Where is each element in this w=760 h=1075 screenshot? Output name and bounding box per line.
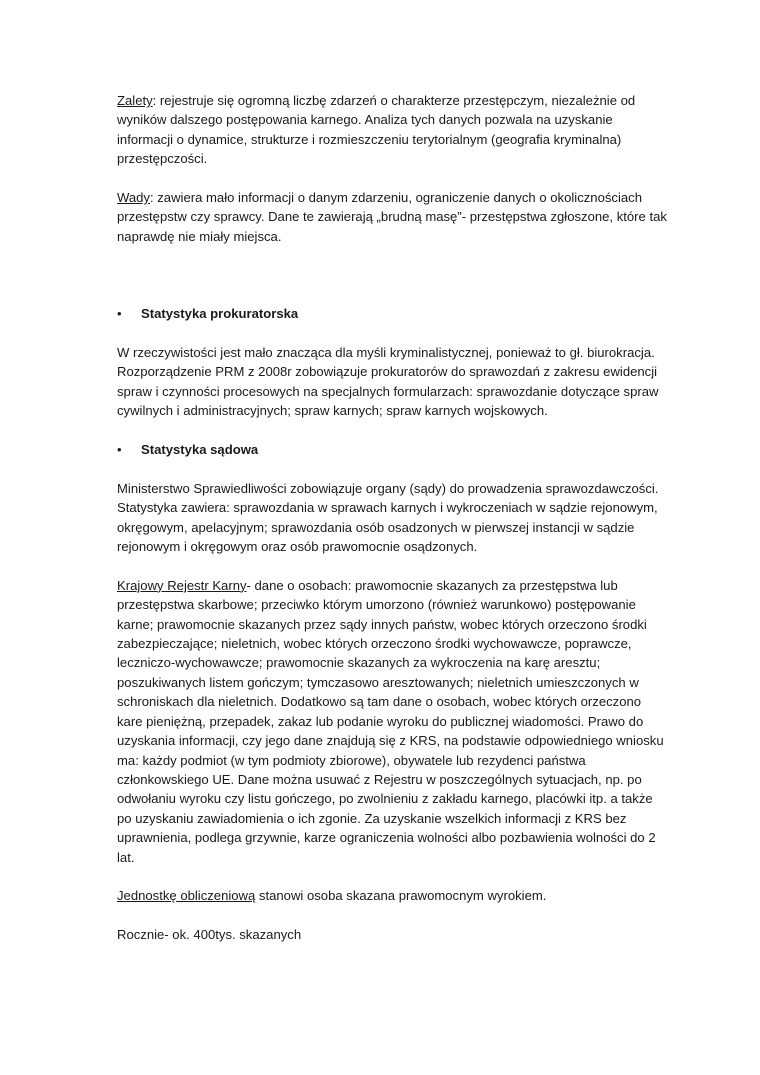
- bullet-icon: •: [117, 306, 122, 322]
- jednostka-paragraph: [117, 886, 670, 905]
- jednostka-label: Jednostkę obliczeniową: [117, 888, 256, 904]
- rocznie-paragraph: Rocznie- ok. 400tys. skazanych: [117, 927, 302, 943]
- sadowa-heading: Statystyka sądowa: [141, 442, 259, 458]
- krk-paragraph: [117, 576, 670, 867]
- bullet-icon: •: [117, 442, 122, 458]
- sadowa-paragraph: Ministerstwo Sprawiedliwości zobowiązuje organy (sądy) do prowadzenia sprawozdawczości. Statystyka zawiera: sprawozdania w sprawach karnych i wykroczeniach w sądzie rejonowym, okręgowym, apelacyjnym; sprawozdania osób osadzonych w pierwszej instancji w sądzie rejonowym i okręgowym oraz osób prawomocnie osądzonych.: [117, 480, 659, 555]
- heading-statystyka-prokuratorska: [117, 304, 670, 323]
- wady-text: : zawiera mało informacji o danym zdarzeniu, ograniczenie danych o okolicznościach przestępstw czy sprawcy. Dane te zawierają „brudną masę”- przestępstwa zgłoszone, które tak naprawdę nie miały miejsca.: [117, 190, 667, 244]
- heading-statystyka-sadowa: [117, 440, 670, 459]
- jednostka-text: stanowi osoba skazana prawomocnym wyrokiem.: [255, 888, 547, 904]
- zalety-text: : rejestruje się ogromną liczbę zdarzeń o charakterze przestępczym, niezależnie od wyników dalszego postępowania karnego. Analiza tych danych pozwala na uzyskanie informacji o dynamice, strukturze i rozmieszczeniu terytorialnym (geografia kryminalna) przestępczości.: [117, 93, 636, 167]
- prokuratorska-paragraph: W rzeczywistości jest mało znacząca dla myśli kryminalistycznej, ponieważ to gł. biurokracja. Rozporządzenie PRM z 2008r zobowiązuje prokuratorów do sprawozdań z zakresu ewidencji spraw i czynności procesowych na specjalnych formularzach: sprawozdanie dotyczące spraw cywilnych i administracyjnych; spraw karnych; spraw karnych wojskowych.: [117, 345, 659, 419]
- zalety-paragraph: [117, 91, 670, 169]
- wady-paragraph: [117, 188, 670, 246]
- krk-label: Krajowy Rejestr Karny: [117, 577, 247, 593]
- prokuratorska-heading: Statystyka prokuratorska: [141, 306, 299, 322]
- krk-text: - dane o osobach: prawomocnie skazanych za przestępstwa lub przestępstwa skarbowe; przeciwko którym umorzono (również warunkowo) postępowanie karne; prawomocnie skazanych przez sądy innych państw, wobec których orzeczono środki zabezpieczające; nieletnich, wobec których orzeczono środki wychowawcze, poprawcze, leczniczo-wychowawcze; prawomocnie skazanych za wykroczenia na karę aresztu; poszukiwanych listem gończym; tymczasowo aresztowanych; nieletnich umieszczonych w schroniskach dla nieletnich. Dodatkowo są tam dane o osobach, wobec których orzeczono kare pieniężną, przepadek, zakaz lub podanie wyroku do publicznej wiadomości. Prawo do uzyskania informacji, czy jego dane znajdują się z KRS, na podstawie odpowiedniego wniosku ma: każdy podmiot (w tym podmioty zbiorowe), obywatele lub rezydenci państwa członkowskiego UE. Dane można usuwać z Rejestru w poszczególnych sytuacjach, np. po odwołaniu wyroku czy listu gończego, po zwolnieniu z zakładu karnego, placówki itp. a także po uzyskaniu zawiadomienia o ich zgonie. Za uzyskanie wszelkich informacji z KRS bez uprawnienia, podlega grzywnie, karze ograniczenia wolności albo pozbawienia wolności do 2 lat.: [117, 577, 664, 865]
- zalety-label: Zalety: [117, 93, 153, 108]
- wady-label: Wady: [117, 190, 150, 206]
